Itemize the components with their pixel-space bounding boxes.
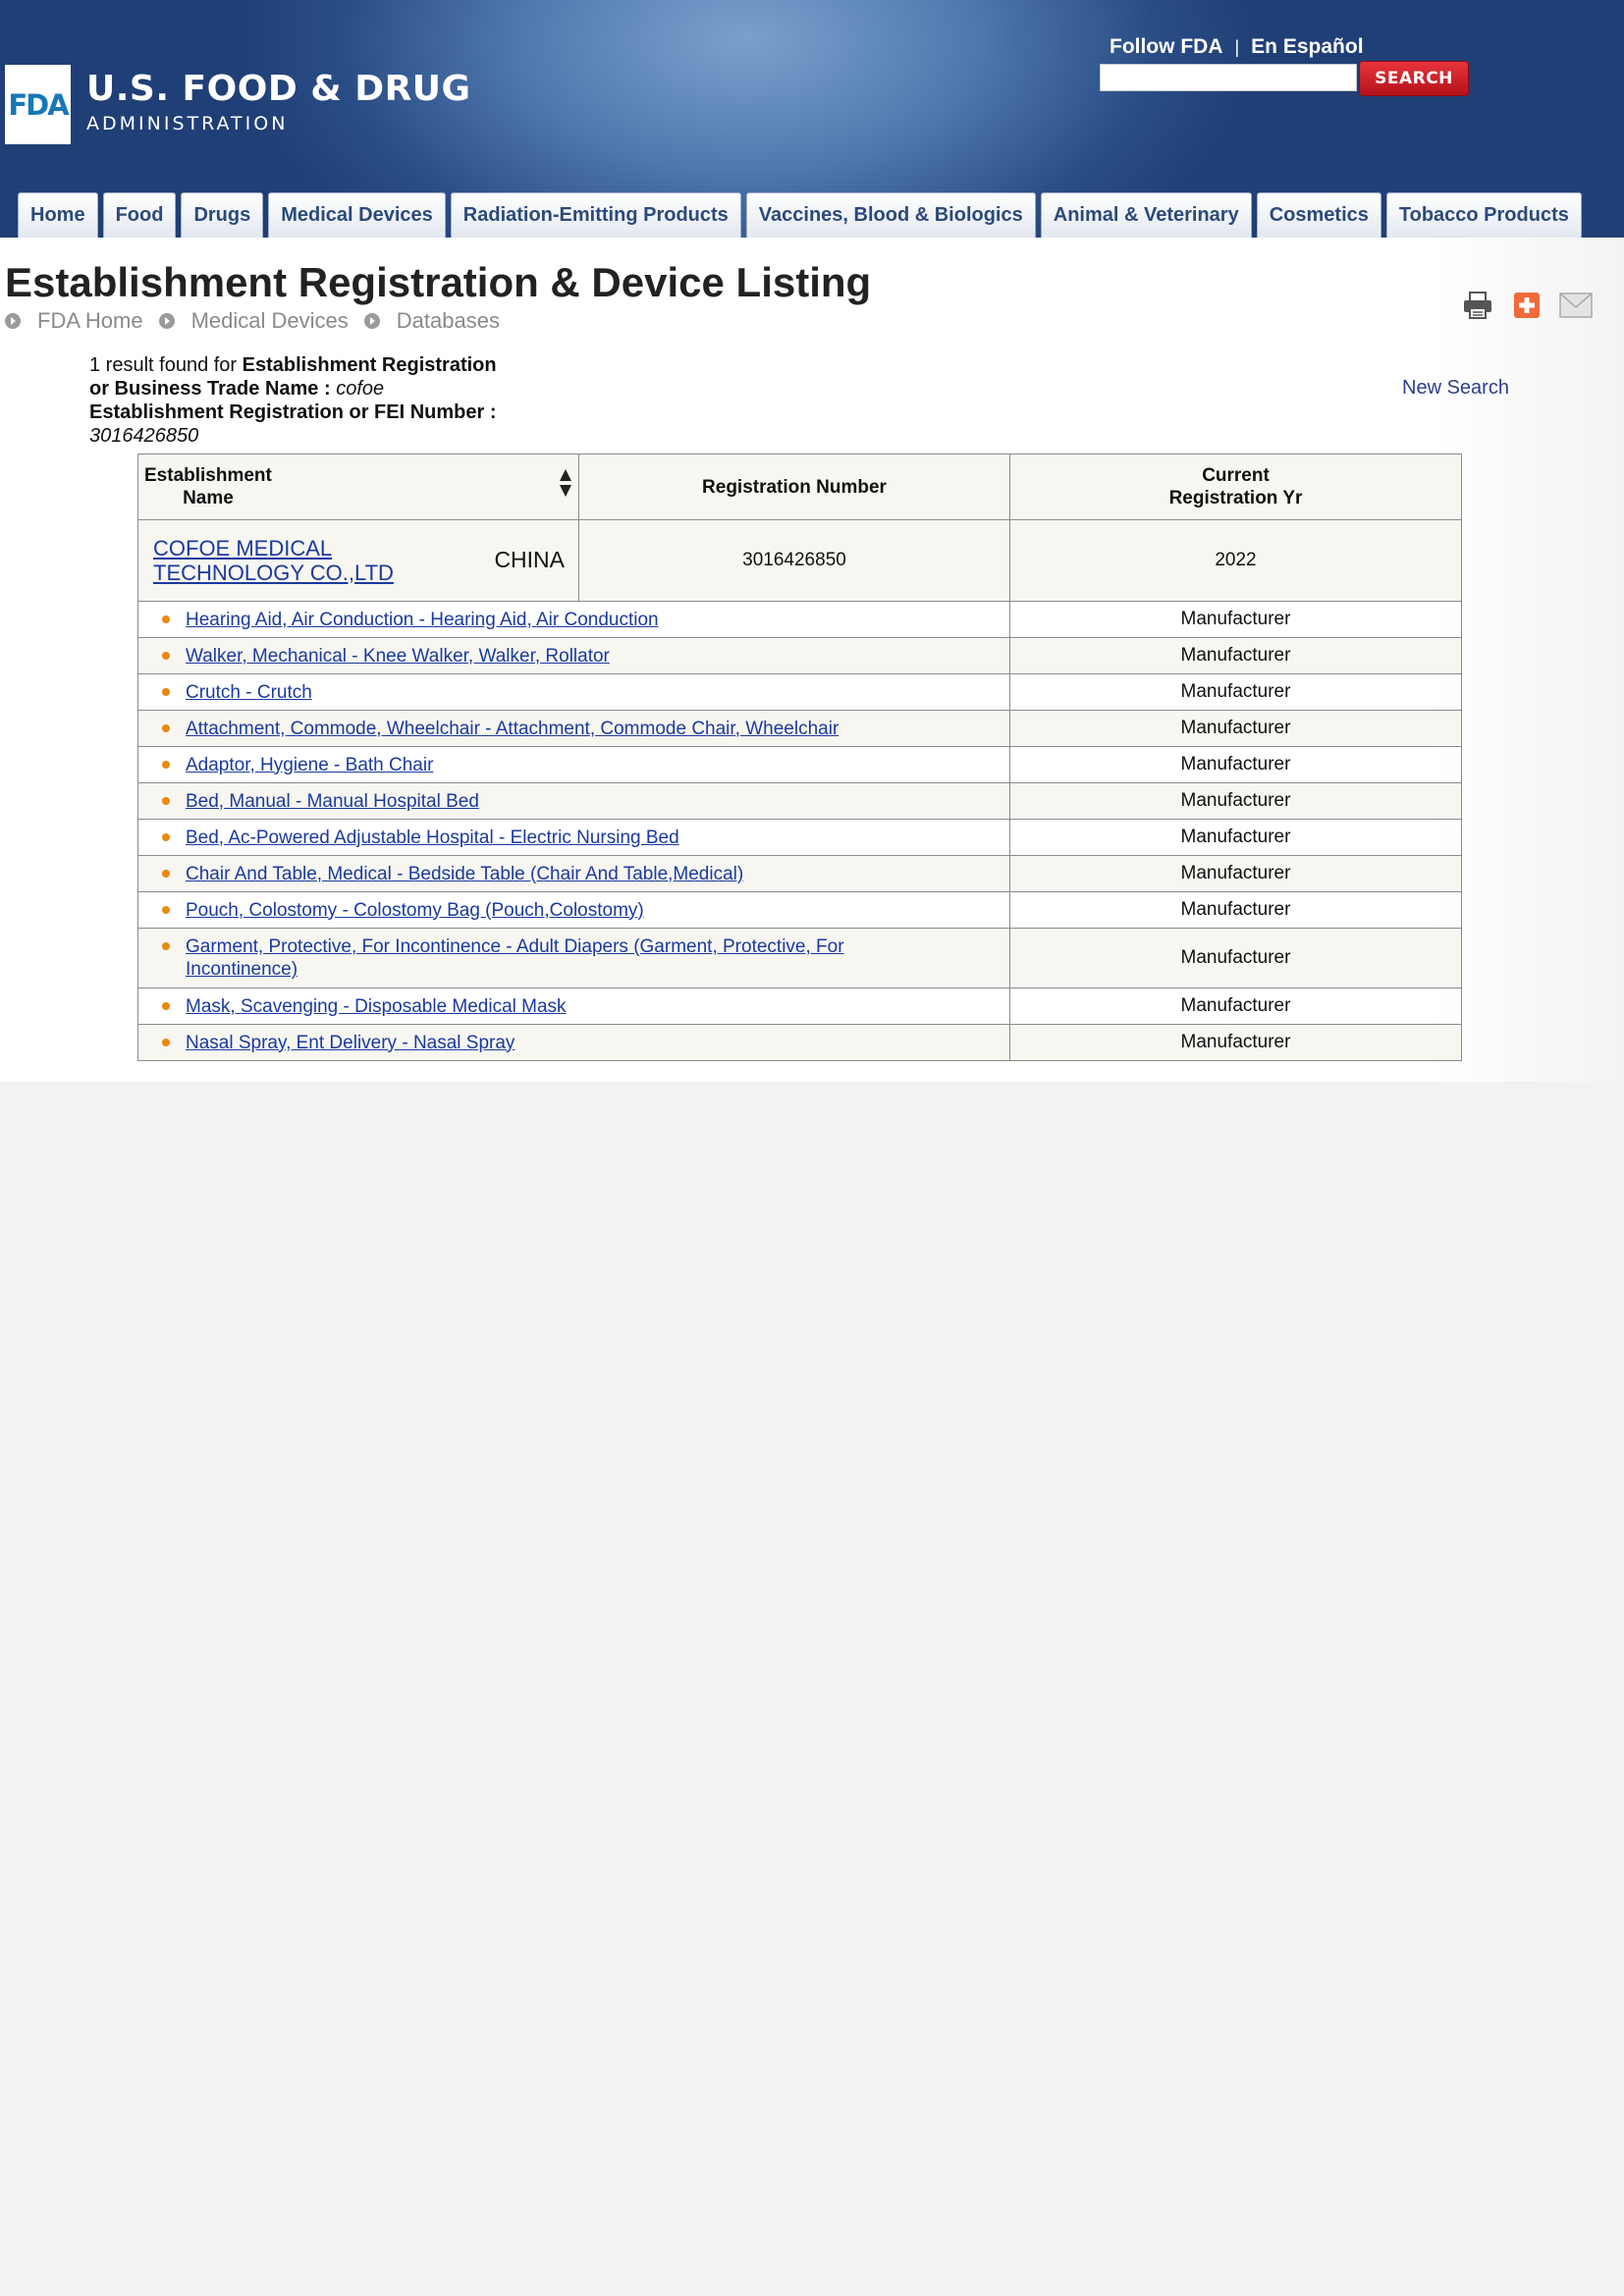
product-link[interactable]: Bed, Ac-Powered Adjustable Hospital - Electric Nursing Bed (186, 827, 679, 848)
nav-tab-home[interactable]: Home (18, 192, 98, 238)
product-link[interactable]: Bed, Manual - Manual Hospital Bed (186, 790, 479, 812)
product-row (138, 638, 1462, 674)
product-operation: Manufacturer (1010, 892, 1462, 929)
product-link[interactable]: Pouch, Colostomy - Colostomy Bag (Pouch,Colostomy) (186, 899, 644, 921)
product-operation: Manufacturer (1010, 783, 1462, 820)
establishment-country: CHINA (494, 547, 565, 572)
product-operation: Manufacturer (1010, 929, 1462, 988)
breadcrumb-link-fda-home[interactable]: FDA Home (37, 308, 143, 333)
product-row (138, 674, 1462, 711)
result-summary (89, 353, 497, 448)
breadcrumb-link-medical-devices[interactable]: Medical Devices (190, 308, 349, 333)
nav-tab-food[interactable]: Food (103, 192, 177, 238)
sort-icon[interactable] (559, 468, 572, 504)
product-link[interactable]: Attachment, Commode, Wheelchair - Attachment, Commode Chair, Wheelchair (186, 718, 839, 739)
follow-fda-link[interactable]: Follow FDA (1110, 35, 1223, 58)
bullet-icon (162, 761, 170, 769)
results-table (137, 454, 1462, 1061)
breadcrumb-item (159, 308, 349, 334)
logo-title[interactable]: U.S. FOOD & DRUG (86, 69, 471, 109)
result-count: 1 result found for (89, 354, 238, 376)
product-operation: Manufacturer (1010, 711, 1462, 747)
column-header-label: Establishment Name (144, 465, 272, 508)
column-header-registration-number: Registration Number (579, 454, 1010, 520)
add-icon[interactable] (1510, 289, 1543, 322)
product-link[interactable]: Walker, Mechanical - Knee Walker, Walker, Rollator (186, 645, 610, 667)
bullet-icon (162, 906, 170, 914)
nav-tab-tobacco-products[interactable]: Tobacco Products (1386, 192, 1582, 238)
bullet-icon (162, 870, 170, 878)
product-link[interactable]: Crutch - Crutch (186, 681, 312, 703)
product-row (138, 711, 1462, 747)
nav-tab-medical-devices[interactable]: Medical Devices (268, 192, 446, 238)
en-espanol-link[interactable]: En Español (1251, 35, 1364, 58)
fda-logo[interactable] (5, 65, 71, 144)
bullet-icon (162, 1039, 170, 1046)
table-header-row (138, 454, 1462, 520)
page-tools (1461, 289, 1593, 322)
query-value-number: 3016426850 (89, 425, 199, 447)
product-row (138, 892, 1462, 929)
product-row (138, 856, 1462, 892)
query-value-name: cofoe (336, 378, 385, 400)
product-row (138, 929, 1462, 988)
nav-tab-drugs[interactable]: Drugs (181, 192, 263, 238)
site-header (0, 0, 1624, 238)
product-row (138, 747, 1462, 783)
new-search-link[interactable]: New Search (1402, 377, 1509, 399)
query-label: Establishment Registration or FEI Number : (89, 401, 497, 423)
product-link[interactable]: Nasal Spray, Ent Delivery - Nasal Spray (186, 1032, 515, 1053)
product-row (138, 783, 1462, 820)
column-header-current-registration-yr: Current Registration Yr (1010, 454, 1462, 520)
search-input[interactable] (1100, 64, 1357, 91)
product-link[interactable]: Mask, Scavenging - Disposable Medical Mask (186, 995, 567, 1017)
registration-year: 2022 (1010, 520, 1462, 602)
product-operation: Manufacturer (1010, 988, 1462, 1025)
logo-subtitle: ADMINISTRATION (86, 113, 289, 134)
top-links-separator: | (1234, 37, 1240, 57)
search-button[interactable]: SEARCH (1359, 61, 1469, 96)
product-operation: Manufacturer (1010, 1025, 1462, 1061)
product-link[interactable]: Chair And Table, Medical - Bedside Table (Chair And Table,Medical) (186, 863, 744, 884)
chevron-right-icon (5, 313, 21, 329)
product-operation: Manufacturer (1010, 856, 1462, 892)
breadcrumb (5, 308, 515, 334)
registration-number: 3016426850 (579, 520, 1010, 602)
product-row (138, 820, 1462, 856)
product-row (138, 988, 1462, 1025)
nav-tab-radiation-emitting-products[interactable]: Radiation-Emitting Products (451, 192, 741, 238)
bullet-icon (162, 688, 170, 696)
page-title: Establishment Registration & Device Listing (5, 259, 872, 305)
establishment-name-link[interactable]: COFOE MEDICAL TECHNOLOGY CO.,LTD (153, 535, 394, 585)
product-link[interactable]: Hearing Aid, Air Conduction - Hearing Aid, Air Conduction (186, 609, 659, 630)
product-link[interactable]: Adaptor, Hygiene - Bath Chair (186, 754, 434, 775)
query-label: or Business Trade Name : (89, 378, 331, 400)
chevron-right-icon (159, 313, 175, 329)
breadcrumb-item (364, 308, 500, 334)
product-link[interactable]: Garment, Protective, For Incontinence - Adult Diapers (Garment, Protective, For Incontinence) (186, 936, 844, 980)
chevron-right-icon (364, 313, 380, 329)
column-header-establishment-name[interactable] (138, 454, 579, 520)
top-links (1110, 35, 1364, 59)
nav-tab-vaccines-blood-biologics[interactable]: Vaccines, Blood & Biologics (746, 192, 1036, 238)
bullet-icon (162, 797, 170, 805)
product-row (138, 1025, 1462, 1061)
bullet-icon (162, 724, 170, 732)
query-label: Establishment Registration (242, 354, 497, 376)
bullet-icon (162, 942, 170, 950)
breadcrumb-link-databases[interactable]: Databases (396, 308, 500, 333)
fda-logo-mark: FDA (8, 87, 68, 122)
bullet-icon (162, 1002, 170, 1010)
nav-tab-animal-veterinary[interactable]: Animal & Veterinary (1041, 192, 1252, 238)
bullet-icon (162, 833, 170, 841)
product-operation: Manufacturer (1010, 674, 1462, 711)
product-operation: Manufacturer (1010, 747, 1462, 783)
bullet-icon (162, 615, 170, 623)
product-operation: Manufacturer (1010, 820, 1462, 856)
bullet-icon (162, 652, 170, 660)
nav-tab-cosmetics[interactable]: Cosmetics (1257, 192, 1381, 238)
main-content (0, 238, 1624, 1082)
product-operation: Manufacturer (1010, 602, 1462, 638)
breadcrumb-item (5, 308, 143, 334)
product-row (138, 602, 1462, 638)
product-operation: Manufacturer (1010, 638, 1462, 674)
print-icon[interactable] (1461, 289, 1494, 322)
establishment-cell (138, 520, 579, 602)
establishment-row (138, 520, 1462, 602)
email-icon[interactable] (1559, 289, 1593, 322)
main-nav (18, 192, 1582, 238)
